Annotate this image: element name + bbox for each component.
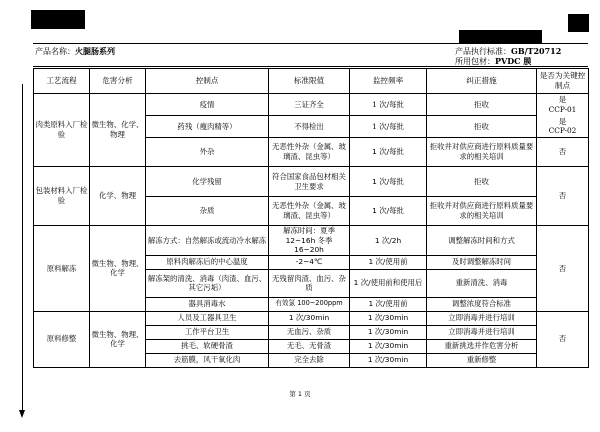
ccp-cell: 否 xyxy=(537,226,589,312)
col-header-process: 工艺流程 xyxy=(34,69,90,94)
col-header-ccp: 是否为关键控制点 xyxy=(537,69,589,94)
col-header-hazard: 危害分析 xyxy=(90,69,146,94)
process-cell: 原料修整 xyxy=(34,311,90,367)
ccp-cell xyxy=(537,94,589,116)
table-row xyxy=(34,94,589,116)
control-point-cell: 人员及工器具卫生 xyxy=(146,311,269,325)
frequency-cell: 1 次/使用前和使用后 xyxy=(350,269,427,297)
action-cell: 调整解冻时间和方式 xyxy=(427,226,537,256)
hazard-cell: 化学、物理 xyxy=(90,167,146,226)
action-cell: 重新清洗、消毒 xyxy=(427,269,537,297)
frequency-cell: 1 次/30min xyxy=(350,353,427,367)
limit-cell: 无血污、杂质 xyxy=(269,325,350,339)
action-cell: 拒收 xyxy=(427,167,537,197)
control-point-cell: 化学残留 xyxy=(146,167,269,197)
redaction-block-top-right xyxy=(568,14,589,32)
limit-cell: 三证齐全 xyxy=(269,94,350,116)
table-header-row xyxy=(34,69,589,94)
action-cell: 拒收 xyxy=(427,116,537,138)
haccp-control-table xyxy=(33,68,589,368)
action-cell: 及时调整解冻时间 xyxy=(427,255,537,269)
col-header-control-point: 控制点 xyxy=(146,69,269,94)
ccp-cell: 否 xyxy=(537,138,589,167)
limit-cell: 无恶性外杂（金属、玻璃渣、昆虫等） xyxy=(269,138,350,167)
limit-cell: 1 次/30min xyxy=(269,311,350,325)
control-point-cell: 原料肉解冻后的中心温度 xyxy=(146,255,269,269)
control-point-cell: 药残（瘦肉精等） xyxy=(146,116,269,138)
action-cell: 拒收 xyxy=(427,94,537,116)
action-cell: 重新修整 xyxy=(427,353,537,367)
limit-cell: 无恶性外杂（金属、玻璃渣、昆虫等） xyxy=(269,197,350,226)
process-flow-arrow-line xyxy=(22,84,23,414)
ccp-cell: 否 xyxy=(537,311,589,367)
frequency-cell: 1 次/每批 xyxy=(350,197,427,226)
redaction-block-header-right xyxy=(459,30,542,43)
product-standard-label: 产品执行标准： xyxy=(455,47,511,56)
ccp-code: CCP-02 xyxy=(548,126,577,136)
product-standard-value: GB/T20712 xyxy=(511,46,562,56)
control-point-cell: 杂质 xyxy=(146,197,269,226)
limit-cell: 解冻时间：夏季 12~16h 冬季 16~20h xyxy=(269,226,350,256)
control-point-cell: 外杂 xyxy=(146,138,269,167)
control-point-cell: 解冻方式：自然解冻或流动冷水解冻 xyxy=(146,226,269,256)
packaging-label: 所用包材： xyxy=(455,57,495,66)
control-point-cell: 器具消毒水 xyxy=(146,297,269,311)
ccp-flag: 是 xyxy=(558,116,567,126)
action-cell: 立即消毒并进行培训 xyxy=(427,311,537,325)
table-row xyxy=(34,167,589,197)
limit-cell: 无残留肉渣、血污、杂质 xyxy=(269,269,350,297)
limit-cell: 完全去除 xyxy=(269,353,350,367)
product-name-label: 产品名称： xyxy=(35,47,75,56)
limit-cell: -2~4℃ xyxy=(269,255,350,269)
action-cell: 拒收并对供应商进行原料质量要求的相关培训 xyxy=(427,197,537,226)
header-rule-bottom xyxy=(33,66,588,67)
frequency-cell: 1 次/每批 xyxy=(350,94,427,116)
ccp-cell: 否 xyxy=(537,167,589,226)
ccp-flag: 是 xyxy=(558,95,567,105)
limit-cell: 有效氯 100~200ppm xyxy=(269,297,350,311)
product-name xyxy=(35,46,115,57)
limit-cell: 不得检出 xyxy=(269,116,350,138)
limit-cell: 符合国家食品包材相关卫生要求 xyxy=(269,167,350,197)
product-name-value: 火腿肠系列 xyxy=(75,46,115,56)
process-cell: 包装材料入厂检验 xyxy=(34,167,90,226)
redaction-block-top-left xyxy=(31,10,85,29)
table-row xyxy=(34,226,589,256)
page-number: 第 1 页 xyxy=(289,390,311,398)
hazard-cell: 微生物、物理、化学 xyxy=(90,311,146,367)
control-point-cell: 解冻架的清洗、消毒（肉渣、血污、其它污垢） xyxy=(146,269,269,297)
header-rule-top xyxy=(33,43,588,44)
table-row xyxy=(34,311,589,325)
frequency-cell: 1 次/30min xyxy=(350,339,427,353)
frequency-cell: 1 次/30min xyxy=(350,311,427,325)
ccp-code: CCP-01 xyxy=(548,104,577,114)
process-cell: 肉类原料入厂检验 xyxy=(34,94,90,167)
hazard-cell: 微生物、化学、物理 xyxy=(90,94,146,167)
action-cell: 拒收并对供应商进行原料质量要求的相关培训 xyxy=(427,138,537,167)
frequency-cell: 1 次/2h xyxy=(350,226,427,256)
control-point-cell: 挑毛、软硬骨渣 xyxy=(146,339,269,353)
limit-cell: 无毛、无骨渣 xyxy=(269,339,350,353)
frequency-cell: 1 次/每批 xyxy=(350,116,427,138)
action-cell: 重新挑选并作危害分析 xyxy=(427,339,537,353)
col-header-corrective-action: 纠正措施 xyxy=(427,69,537,94)
frequency-cell: 1 次/使用前 xyxy=(350,255,427,269)
packaging-value: PVDC 膜 xyxy=(495,56,532,66)
frequency-cell: 1 次/每批 xyxy=(350,167,427,197)
control-point-cell: 疫情 xyxy=(146,94,269,116)
col-header-frequency: 监控频率 xyxy=(350,69,427,94)
process-cell: 原料解冻 xyxy=(34,226,90,312)
action-cell: 立即消毒并进行培训 xyxy=(427,325,537,339)
frequency-cell: 1 次/使用前 xyxy=(350,297,427,311)
frequency-cell: 1 次/30min xyxy=(350,325,427,339)
process-flow-arrow-head-icon xyxy=(19,410,25,418)
control-point-cell: 去筋膜，风干氧化肉 xyxy=(146,353,269,367)
frequency-cell: 1 次/每批 xyxy=(350,138,427,167)
action-cell: 调整浓度符合标准 xyxy=(427,297,537,311)
ccp-cell xyxy=(537,116,589,138)
hazard-cell: 微生物、物理、化学 xyxy=(90,226,146,312)
col-header-limit: 标准限值 xyxy=(269,69,350,94)
control-point-cell: 工作平台卫生 xyxy=(146,325,269,339)
